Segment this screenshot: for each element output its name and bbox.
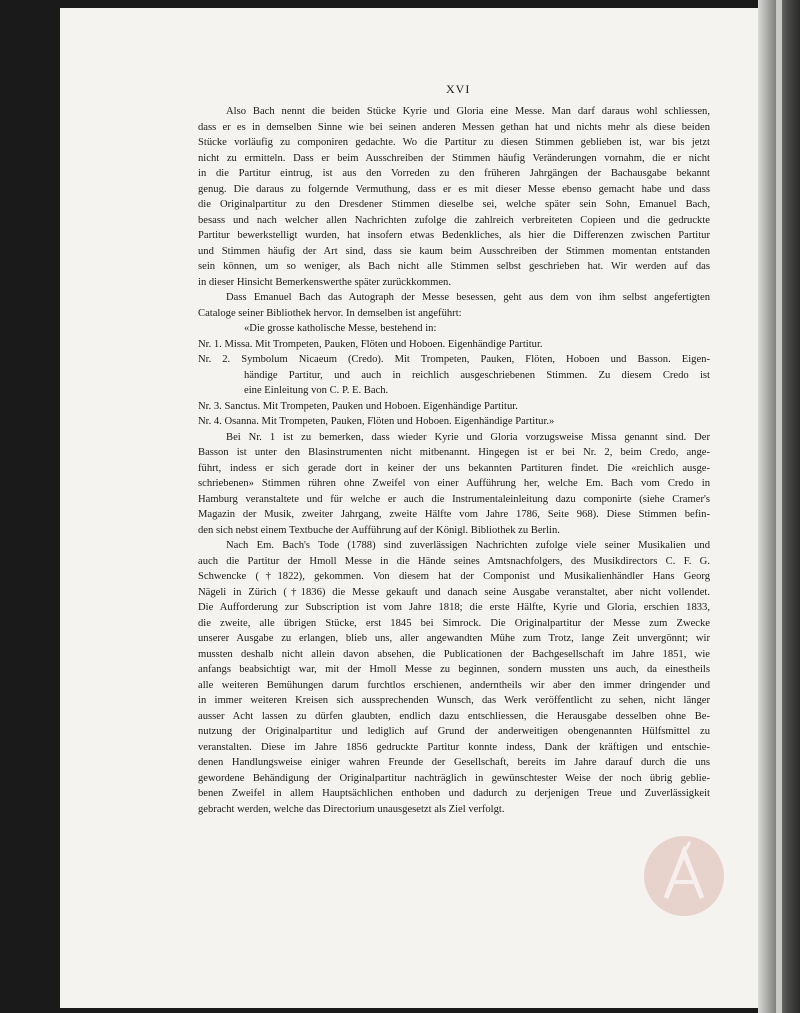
text-line: Also Bach nennt die beiden Stücke Kyrie und Gloria eine Messe. Man darf daraus wohl schliessen, [226, 106, 710, 117]
text-line: Basson ist unter den Blasinstrumenten nicht mitbenannt. Hingegen ist er bei Nr. 2, beim Credo, ange- [198, 447, 710, 458]
text-line: Cataloge seiner Bibliothek hervor. In demselben ist angeführt: [198, 307, 462, 319]
text-line: Stücke vorläufig zu componiren gedachte. Wo die Partitur zu diesen Stimmen geblieben ist, war bis jetzt [198, 137, 710, 148]
text-line: Nägeli in Zürich (†1836) die Messe gekauft und danach seine Ausgabe veranstaltet, aber nicht vollendet. [198, 586, 710, 598]
scan-page-edge [758, 0, 800, 1013]
text-line: sein können, um so weniger, als Bach nicht alle Stimmen selbst geschrieben hat. Wir werden auf das [198, 261, 710, 272]
text-line: in dieser Hinsicht Bemerkenswerthe später zurückkommen. [198, 276, 451, 288]
edge-stripe [776, 0, 782, 1013]
text-line: Nr. 2. Symbolum Nicaeum (Credo). Mit Trompeten, Pauken, Flöten, Hoboen und Basson. Eigen- [198, 354, 710, 365]
text-line: Bei Nr. 1 ist zu bemerken, dass wieder Kyrie und Gloria vorzugsweise Missa genannt sind. Der [226, 431, 710, 443]
text-line: händige Partitur, und auch in reichlich ausgeschriebenen Stimmen. Zu diesem Credo ist [244, 369, 710, 381]
text-line: schriebenen» Stimmen rühren ohne Zweifel von einer Aufführung her, welche Em. Bach vom Credo in [198, 478, 710, 489]
text-line: ausser Acht lassen zu dürfen glaubten, endlich dazu entschliessen, die Herausgabe desselben ohne Be- [198, 710, 710, 722]
text-line: die zweite, alle übrigen Stücke, erst 1845 bei Simrock. Die Originalpartitur der Messe zum Zwecke [198, 617, 710, 629]
text-line: Hamburg veranstaltete und für welche er auch die Instrumentaleinleitung dazu componirte (siehe Cramer's [198, 493, 710, 505]
text-line: Nach Em. Bach's Tode (1788) sind zuverlässigen Nachrichten zufolge viele seiner Musikalien und [226, 540, 710, 551]
text-line: eine Einleitung von C. P. E. Bach. [244, 385, 389, 396]
text-line: in immer weiteren Kreisen sich aussprechenden Wunsch, das Werk veröffentlicht zu sehen, nicht länger [198, 695, 710, 706]
text-line: Dass Emanuel Bach das Autograph der Messe besessen, geht aus dem von ihm selbst angefertigten [226, 292, 710, 303]
text-line: Schwencke (†1822), gekommen. Von diesem hat der Componist und Musikalienhändler Hans Georg [198, 571, 710, 582]
text-line: auch die Partitur der Hmoll Messe in die Hände seines Amtsnachfolgers, des Musikdirectors C. F. G. [198, 555, 710, 567]
text-line: die Originalpartitur zu den Dresdener Stimmen dieselbe sei, welche später sein Sohn, Emanuel Bach, [198, 199, 710, 210]
text-line: «Die grosse katholische Messe, bestehend in: [244, 323, 437, 334]
text-line: benen Zweifel in allem Hauptsächlichen enthoben und dadurch zu derjenigen Treue und Zuverlässigkeit [198, 788, 710, 799]
text-line: veranstalten. Diese im Jahre 1856 gedruckte Partitur konnte indess, Dank der kräftigen und entschie- [198, 741, 710, 753]
text-line: den sich nebst einem Textbuche der Aufführung auf der Königl. Bibliothek zu Berlin. [198, 524, 560, 536]
text-line: nutzung der Originalpartitur und lediglich auf Grund der anderweitigen obengenannten Hülfsmittel zu [198, 726, 710, 737]
logo-glyph [644, 836, 724, 916]
text-line: gebracht werden, welche das Directorium unausgesetzt als Ziel verfolgt. [198, 803, 505, 815]
text-line: genug. Die daraus zu folgernde Vermuthung, dass er es mit dieser Messe ebenso gemacht habe und dass [198, 183, 710, 195]
text-line: in die Partitur eintrug, ist aus den Vorreden zu den früheren Jahrgängen der Bachausgabe bekannt [198, 168, 710, 179]
text-line: besass und nach welcher allen Nachrichten zufolge die zahlreich verbreiteten Copieen und die gedruckte [198, 214, 710, 226]
text-line: Die Aufforderung zur Subscription ist vom Jahre 1818; die erste Hälfte, Kyrie und Gloria, erschien 1833, [198, 602, 710, 613]
text-line: mussten deshalb nicht allein davon absehen, die Publicationen der Bachgesellschaft im Jahre 1851, wie [198, 648, 710, 660]
text-line: dass er es in demselben Sinne wie bei seinen anderen Messen gethan hat und nichts mehr als diese beiden [198, 121, 710, 133]
text-line: Nr. 1. Missa. Mit Trompeten, Pauken, Flöten und Hoboen. Eigenhändige Partitur. [198, 338, 543, 350]
page-number: XVI [446, 82, 471, 96]
archive-logo-icon [644, 836, 724, 916]
text-line: denen Handlungsweise einiger wahren Freunde der Gesellschaft, bereits im Jahre darauf durch die uns [198, 757, 710, 768]
text-line: Magazin der Musik, zweiter Jahrgang, zweite Hälfte vom Jahre 1786, Seite 968). Diese Stimmen befin- [198, 509, 710, 520]
text-line: führt, indess er sich gerade dort in keiner der uns bekannten Partituren findet. Die «reichlich ausge- [198, 462, 710, 474]
text-line: alle weiteren Bemühungen darum furchtlos erschienen, anderntheils wir aber den immer dringender und [198, 679, 710, 691]
text-line: gewordene Behändigung der Originalpartitur nachträglich in gewünschtester Weise der noch übrig geblie- [198, 772, 710, 784]
text-line: anfangs beabsichtigt war, mit der Hmoll Messe zu beginnen, sondern mussten uns auch, da einestheils [198, 664, 710, 675]
text-line: Nr. 3. Sanctus. Mit Trompeten, Pauken und Hoboen. Eigenhändige Partitur. [198, 400, 518, 412]
text-line: und Stimmen häufig der Art sind, dass sie kaum beim Ausschreiben der Stimmen momentan entstanden [198, 245, 710, 257]
text-line: unserer Ausgabe zu erlangen, blieb uns, aller angewandten Mühe zum Trotz, lange Zeit unvergönnt; wir [198, 633, 710, 644]
body-text [198, 104, 710, 817]
text-line: nicht zu ermitteln. Dass er beim Ausschreiben der Stimmen häufig Veränderungen vornahm, die er nicht [198, 152, 710, 164]
text-line: Partitur bewerkstelligt wurden, hat insofern etwas Bedenkliches, als hier die Differenzen zwischen Partitur [198, 230, 710, 241]
text-line: Nr. 4. Osanna. Mit Trompeten, Pauken, Flöten und Hoboen. Eigenhändige Partitur.» [198, 416, 555, 427]
